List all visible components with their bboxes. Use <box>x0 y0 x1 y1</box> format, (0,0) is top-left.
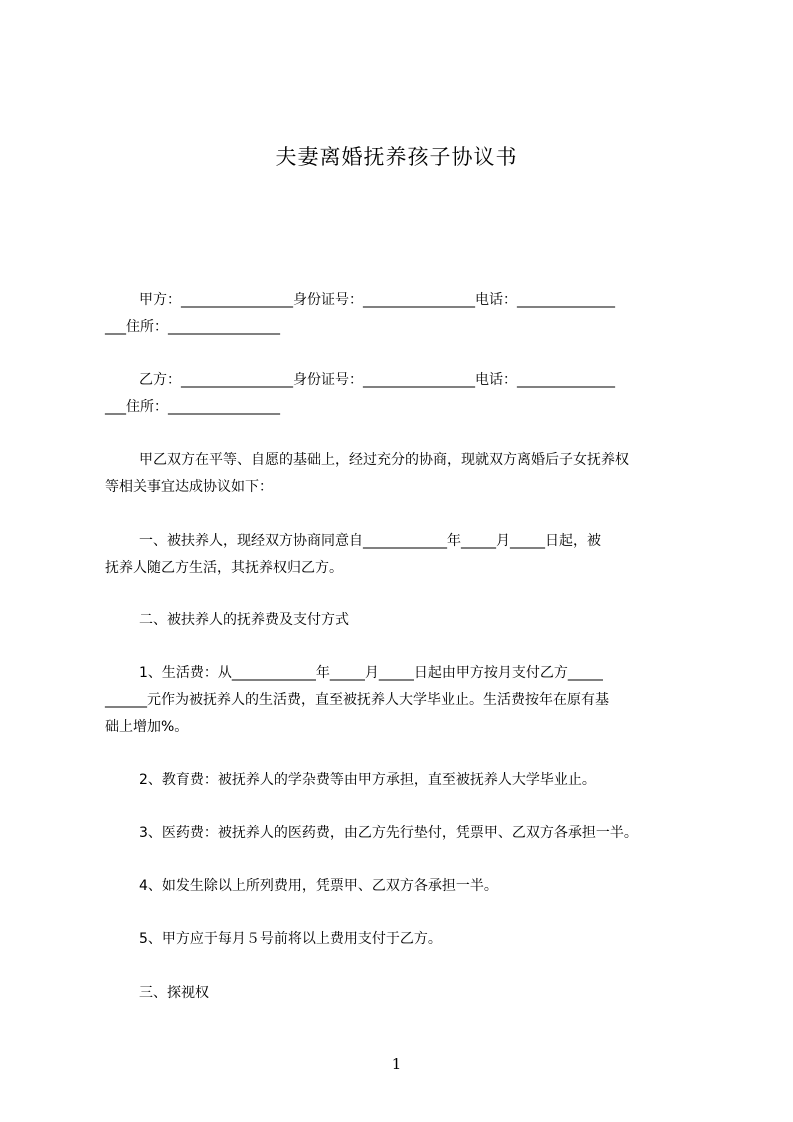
item-1-line-2: ______元作为被抚养人的生活费，直至被抚养人大学毕业止。生活费按年在原有基 <box>105 692 609 708</box>
intro-paragraph <box>105 447 701 501</box>
section-3-heading-block <box>105 980 701 1007</box>
item-2-paragraph <box>105 767 701 794</box>
section-2-heading: 二、被扶养人的抚养费及支付方式 <box>139 612 349 628</box>
party-b-line-1: 乙方：________________身份证号：________________电话：______________ <box>139 372 615 388</box>
item-1-line-1: 1、生活费：从____________年_____月_____日起由甲方按月支付乙方_____ <box>139 665 603 681</box>
item-1-paragraph <box>105 660 701 741</box>
section-1-line-1: 一、被扶养人，现经双方协商同意自____________年_____月_____日起，被 <box>139 533 601 549</box>
item-3-line: 3、医药费：被抚养人的医药费，由乙方先行垫付，凭票甲、乙双方各承担一半。 <box>139 825 638 841</box>
party-b-line-2: ___住所：________________ <box>105 399 280 415</box>
item-1-line-3: 础上增加%。 <box>105 719 189 735</box>
intro-line-2: 等相关事宜达成协议如下： <box>105 479 273 495</box>
item-4-paragraph <box>105 873 701 900</box>
section-2-heading-block <box>105 607 701 634</box>
party-b-info <box>105 367 701 421</box>
page-number: 1 <box>391 1055 402 1073</box>
intro-line-1: 甲乙双方在平等、自愿的基础上，经过充分的协商，现就双方离婚后子女抚养权 <box>139 452 629 468</box>
item-5-line: 5、甲方应于每月５号前将以上费用支付于乙方。 <box>139 931 442 947</box>
section-1-line-2: 抚养人随乙方生活，其抚养权归乙方。 <box>105 560 343 576</box>
party-a-line-2: ___住所：________________ <box>105 319 280 335</box>
item-4-line: 4、如发生除以上所列费用，凭票甲、乙双方各承担一半。 <box>139 878 498 894</box>
party-a-line-1: 甲方：________________身份证号：________________电话：______________ <box>139 292 615 308</box>
party-a-info <box>105 287 701 341</box>
section-1-paragraph <box>105 528 701 582</box>
section-3-heading: 三、探视权 <box>139 985 209 1001</box>
item-2-line: 2、教育费：被抚养人的学杂费等由甲方承担，直至被抚养人大学毕业止。 <box>139 772 596 788</box>
item-5-paragraph <box>105 926 701 953</box>
document-title: 夫妻离婚抚养孩子协议书 <box>275 145 518 169</box>
item-3-paragraph <box>105 820 701 847</box>
